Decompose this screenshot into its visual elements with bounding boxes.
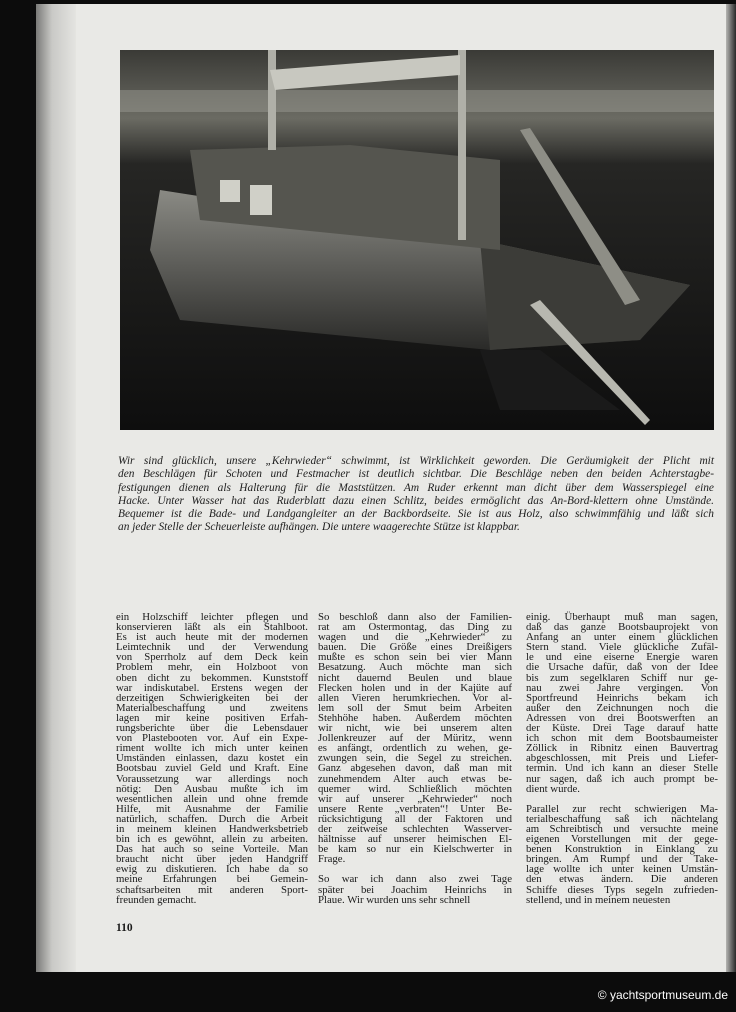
text-line: bringen. Am Rumpf und der Take- [526, 853, 718, 866]
text-line: ewig zu diskutieren. Ich habe da so [116, 863, 308, 876]
text-line: Zöllick in Ribnitz einen Bauvertrag [526, 742, 718, 755]
text-line: es anfängt, ordentlich zu wehen, ge- [318, 742, 512, 755]
text-line: So beschloß dann also der Familien- [318, 611, 512, 623]
text-line: abgeschlossen, mit Preis und Liefer- [526, 752, 718, 765]
page-number: 110 [116, 922, 133, 934]
text-line: Frage. [318, 853, 346, 866]
text-line: einig. Überhaupt muß man sagen, [526, 611, 718, 623]
text-line: freunden gemacht. [116, 893, 197, 906]
text-line: mußte es schon sein bei vier Mann [318, 651, 512, 664]
photo-caption [118, 455, 714, 535]
text-line: der zeitweise schlechten Wasserver- [318, 822, 512, 835]
text-line: ein Holzschiff leichter pflegen und [116, 611, 308, 623]
text-line: termin. Und ich kann an dieser Stelle [526, 762, 718, 775]
caption-line: Bequemer ist die Bade- und Landgangleiter an der Backbordseite. Sie ist aus Holz, also schwimmfähig und läßt sich [118, 508, 714, 521]
text-line: rat am Ostermontag, das Ding zu [318, 621, 512, 634]
page-edge [726, 4, 736, 972]
watermark: © yachtsportmuseum.de [597, 988, 728, 1002]
article-column-1 [116, 612, 308, 905]
text-line: hältnisse auf unserer heimischen El- [318, 833, 512, 846]
text-line: später bei Joachim Heinrichs in [318, 883, 512, 896]
text-line: lage wollte ich unter keinen Umstän- [526, 863, 718, 876]
text-line: Sportfreund Heinrichs bekam ich [526, 691, 718, 704]
text-line: von Plastebooten vor. Auf ein Expe- [116, 732, 308, 745]
text-line: rücksichtigung all der Faktoren und [318, 812, 512, 825]
caption-line: festigungen dienen als Halterung für die Maststützen. Am Ruder erkennt man dicht über dem Wasserspiegel eine [118, 481, 714, 494]
article-column-2 [318, 612, 512, 905]
text-line: der Küste. Drei Tage darauf hatte [526, 722, 718, 735]
text-line: außer den Zeichnungen noch die [526, 701, 718, 714]
text-line: nau zwei Jahre vergingen. Von [526, 681, 718, 694]
caption-line: an jeder Stelle der Scheuerleiste aufhängen. Die untere waagerechte Stütze ist klappbar. [118, 521, 520, 534]
caption-line: Wir sind glücklich, unsere „Kehrwieder“ schwimmt, ist Wirklichkeit geworden. Die Geräumigkeit der Plicht mit [118, 455, 714, 467]
text-line: Hilfe, mit Ausnahme der Familie [116, 802, 308, 815]
text-line: rungsberichte über die Lebensdauer [116, 722, 308, 735]
text-line: Stehhöhe haben. Außerdem möchten [318, 711, 512, 724]
text-line: wir nicht, wie bei unserem alten [318, 722, 512, 735]
text-line: Materialbeschaffung und zweitens [116, 701, 308, 714]
caption-line: den Beschlägen für Schoten und Festmacher ist deutlich sichtbar. Die Beschläge neben den beiden Achterstagbe- [118, 468, 714, 481]
text-line: wagen und die „Kehrwieder“ zu [318, 631, 512, 644]
text-line: bauen. Die Größe eines Dreißigers [318, 641, 512, 654]
text-line: braucht nicht über jeden Handgriff [116, 853, 308, 866]
text-line: Schiffe dieses Typs segeln zufrieden- [526, 883, 718, 896]
text-line: stellend, und in meinem neuesten [526, 893, 671, 906]
text-line: zwungen sein, die Segel zu streichen. [318, 752, 512, 765]
text-line: Adressen von drei Bootswerften an [526, 711, 718, 724]
text-line: in meinem kleinen Handwerksbetrieb [116, 822, 308, 835]
text-line: Das hat auch so seine Vorteile. Man [116, 843, 308, 856]
text-line: oben dicht zu bekommen. Kunststoff [116, 671, 308, 684]
text-line: daß das ganze Bootsbauprojekt von [526, 621, 718, 634]
text-line: derzeitigen Schwierigkeiten bei der [116, 691, 308, 704]
text-line: Parallel zur recht schwierigen Ma- [526, 802, 718, 815]
text-line: bin ich es gewöhnt, allein zu arbeiten. [116, 833, 308, 846]
text-line: Plaue. Wir wurden uns sehr schnell [318, 893, 471, 906]
text-line: benen Konstruktion in Einklang zu [526, 843, 718, 856]
text-line: dient wurde. [526, 782, 580, 795]
text-line: Stern stand. Viele glückliche Zufäl- [526, 641, 718, 654]
text-line: eigenen Vorstellungen mit der gege- [526, 833, 718, 846]
text-line: die Ursache dafür, daß von der Idee [526, 661, 718, 674]
text-line: riment wollte ich mich unter keinen [116, 742, 308, 755]
text-line: am Schreibtisch und versuchte meine [526, 822, 718, 835]
text-line: Leimtechnik und der Verwendung [116, 641, 308, 654]
text-line: terialbeschaffung saß ich nächtelang [526, 812, 718, 825]
text-line: allen Vieren herumkriechen. Vor al- [318, 691, 512, 704]
text-line: den etwas ändern. Die anderen [526, 873, 718, 886]
text-line: unsere Rente „verbraten“! Unter Be- [318, 802, 512, 815]
article-column-3 [526, 612, 718, 905]
text-line: be kam so nur ein Kielschwerter in [318, 843, 512, 856]
text-line: Besatzung. Auch möchte man sich [318, 661, 512, 674]
text-line: wir auf unserer „Kehrwieder“ noch [318, 792, 512, 805]
text-line: wesentlichen allein und ohne fremde [116, 792, 308, 805]
boat-photo [120, 50, 714, 430]
text-line: bis zum segelklaren Schiff nur ge- [526, 671, 718, 684]
text-line: Bootsbau zuviel Geld und Kraft. Eine [116, 762, 308, 775]
text-line: Umständen einlassen, dazu kostet ein [116, 752, 308, 765]
caption-line: Hacke. Unter Wasser hat das Ruderblatt dazu einen Schlitz, beides ermöglicht das An-Bord-klettern ohne Umstände. [118, 494, 714, 507]
text-line: Problem mehr, ein Holzboot von [116, 661, 308, 674]
text-line: von Sperrholz auf dem Deck kein [116, 651, 308, 664]
text-line: lagen mir keine positiven Erfah- [116, 711, 308, 724]
text-line: konservieren läßt als ein Stahlboot. [116, 621, 308, 634]
text-line: Jollenkreuzer auf der Müritz, wenn [318, 732, 512, 745]
text-line: Anfang an unter einem glücklichen [526, 631, 718, 644]
text-line: lem soll der Smut beim Arbeiten [318, 701, 512, 714]
text-line: war indiskutabel. Erstens wegen der [116, 681, 308, 694]
page-gutter [36, 4, 76, 972]
text-line: quemer wird. Schließlich möchten [318, 782, 512, 795]
text-line: le und eine eiserne Energie waren [526, 651, 718, 664]
text-line: meine Erfahrungen bei Gemein- [116, 873, 308, 886]
text-line: nur sagen, daß ich auch prompt be- [526, 772, 718, 785]
text-line: ich schon mit dem Bootsbaumeister [526, 732, 718, 745]
text-line: schaftsarbeiten mit anderen Sport- [116, 883, 308, 896]
text-line: Voraussetzung war allerdings noch [116, 772, 308, 785]
text-line: zunehmendem Alter auch etwas be- [318, 772, 512, 785]
text-line: nicht dauernd Beulen und blaue [318, 671, 512, 684]
text-line: Es ist auch heute mit der modernen [116, 631, 308, 644]
text-line: nötig: Den Ausbau mußte ich im [116, 782, 308, 795]
text-line: natürlich, schaffen. Durch die Arbeit [116, 812, 308, 825]
text-line: So war ich dann also zwei Tage [318, 873, 512, 886]
text-line: Ganz abgesehen davon, daß man mit [318, 762, 512, 775]
text-line: Flecken holen und in der Kajüte auf [318, 681, 512, 694]
